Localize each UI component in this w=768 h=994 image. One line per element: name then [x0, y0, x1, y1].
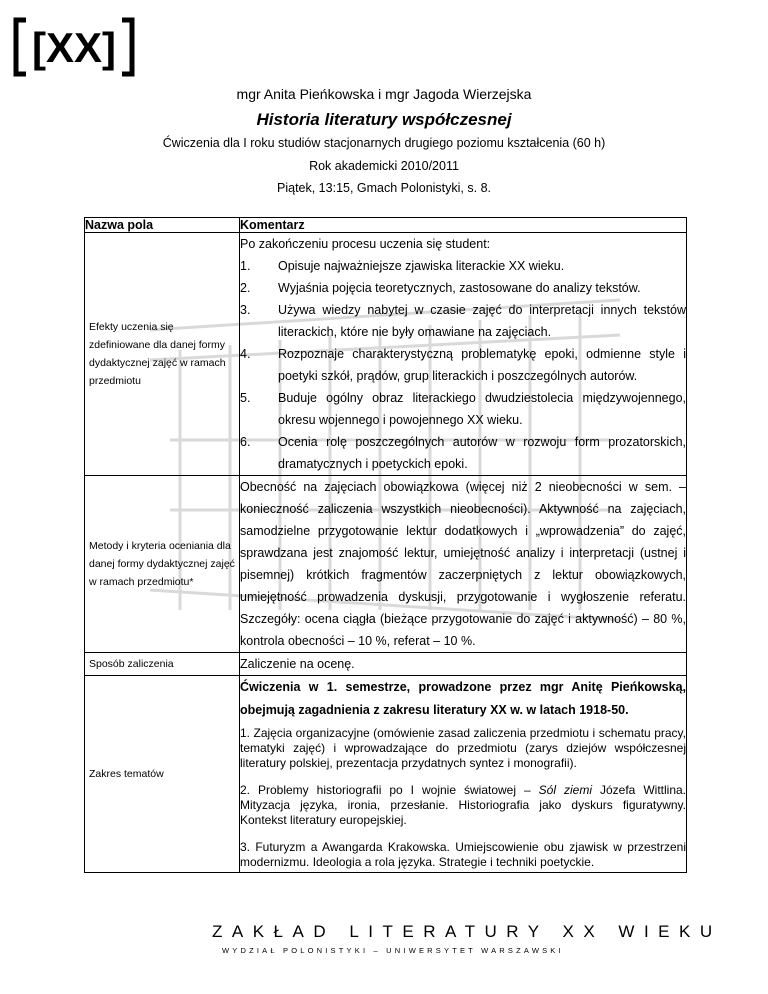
topic-2: [240, 783, 686, 828]
outcome-number: 4.: [240, 347, 251, 361]
label-credit-method: Sposób zaliczenia: [89, 658, 174, 670]
outcome-text: Ocenia rolę poszczególnych autorów w rozwoju form prozatorskich, dramatycznych i poetyckich epoki.: [278, 435, 686, 471]
outcome-text: Używa wiedzy nabytej w czasie zajęć do interpretacji innych tekstów literackich, które nie były omawiane na zajęciach.: [278, 303, 686, 339]
outcome-text: Rozpoznaje charakterystyczną problematykę epoki, odmienne style i poetyki szkół, prądów, grup literackich i poszczególnych autorów.: [278, 347, 686, 383]
outcome-text: Wyjaśnia pojęcia teoretycznych, zastosowane do analizy tekstów.: [278, 281, 641, 295]
outcome-text: Opisuje najważniejsze zjawiska literackie XX wieku.: [278, 259, 565, 273]
outcomes-intro: Po zakończeniu procesu uczenia się student:: [240, 237, 491, 251]
syllabus-table: [84, 217, 687, 873]
outcome-text: Buduje ogólny obraz literackiego dwudziestolecia międzywojennego, okresu wojennego i powojennego XX wieku.: [278, 391, 686, 427]
col-header-comment: Komentarz: [240, 218, 687, 233]
academic-year: Rok akademicki 2010/2011: [309, 159, 459, 173]
col-header-field: Nazwa pola: [85, 218, 240, 233]
label-topics: Zakres tematów: [89, 768, 164, 780]
schedule: Piątek, 13:15, Gmach Polonistyki, s. 8.: [277, 181, 491, 195]
outcome-number: 3.: [240, 303, 251, 317]
outcome-number: 5.: [240, 391, 251, 405]
label-learning-outcomes: Efekty uczenia się zdefiniowane dla danej formy dydaktycznej zajęć w ramach przedmiotu: [89, 321, 226, 387]
topic-2-post: Józefa Wittlina. Mityzacja języka, ironia, przesłanie. Historiografia jako dyskurs figuratywny. Kontekst literatury europejskiej.: [240, 783, 686, 827]
credit-method-text: Zaliczenie na ocenę.: [240, 657, 355, 671]
topic-2-pre: 2. Problemy historiografii po I wojnie światowej –: [240, 783, 539, 797]
semester-intro: Ćwiczenia w 1. semestrze, prowadzone przez mgr Anitę Pieńkowską, obejmują zagadnienia z zakresu literatury XX w. w latach 1918-50.: [240, 680, 686, 717]
topic-2-work-title: Sól ziemi: [538, 783, 592, 797]
course-title: Historia literatury współczesnej: [256, 110, 512, 129]
course-info: Ćwiczenia dla I roku studiów stacjonarnych drugiego poziomu kształcenia (60 h): [162, 136, 606, 150]
outcome-number: 1.: [240, 259, 251, 273]
assessment-text: Obecność na zajęciach obowiązkowa (więcej niż 2 nieobecności w sem. – konieczność zaliczenia wszystkich nieobecności). Aktywność na zajęciach, samodzielne przygotowanie lektur dodatkowych i „wprowadzenia” do zajęć, sprawdzana jest znajomość lektur, umiejętność analizy i interpretacji (ustnej i pisemnej) krótkich fragmentów zaczerpniętych z lektur obowiązkowych, umiejętność prowadzenia dyskusji, przygotowanie i wygłoszenie referatu. Szczegóły: ocena ciągła (bieżące przygotowanie do zajęć i aktywność) – 80 %, kontrola obecności – 10 %, referat – 10 %.: [240, 480, 686, 648]
footer-department: ZAKŁAD LITERATURY XX WIEKU: [212, 922, 722, 941]
authors: mgr Anita Pieńkowska i mgr Jagoda Wierzejska: [236, 86, 532, 102]
topic-3: 3. Futuryzm a Awangarda Krakowska. Umiejscowienie obu zjawisk w przestrzeni modernizmu. Ideologia a rola języka. Strategie i techniki poetyckie.: [240, 840, 686, 869]
outcome-number: 6.: [240, 435, 251, 449]
footer-faculty: WYDZIAŁ POLONISTYKI – UNIWERSYTET WARSZAWSKI: [222, 946, 564, 955]
outcome-number: 2.: [240, 281, 251, 295]
topic-1: 1. Zajęcia organizacyjne (omówienie zasad zaliczenia przedmiotu i schematu pracy, tematyki zajęć) i wprowadzające do przedmiotu (zarys dziejów współczesnej literatury polskiej, prezentacja przydatnych syntez i monografii).: [240, 726, 686, 770]
label-assessment-methods: Metody i kryteria oceniania dla danej formy dydaktycznej zajęć w ramach przedmiotu*: [89, 540, 235, 588]
xx-logo: [12, 16, 136, 78]
logo-text: [XX]: [32, 24, 116, 71]
